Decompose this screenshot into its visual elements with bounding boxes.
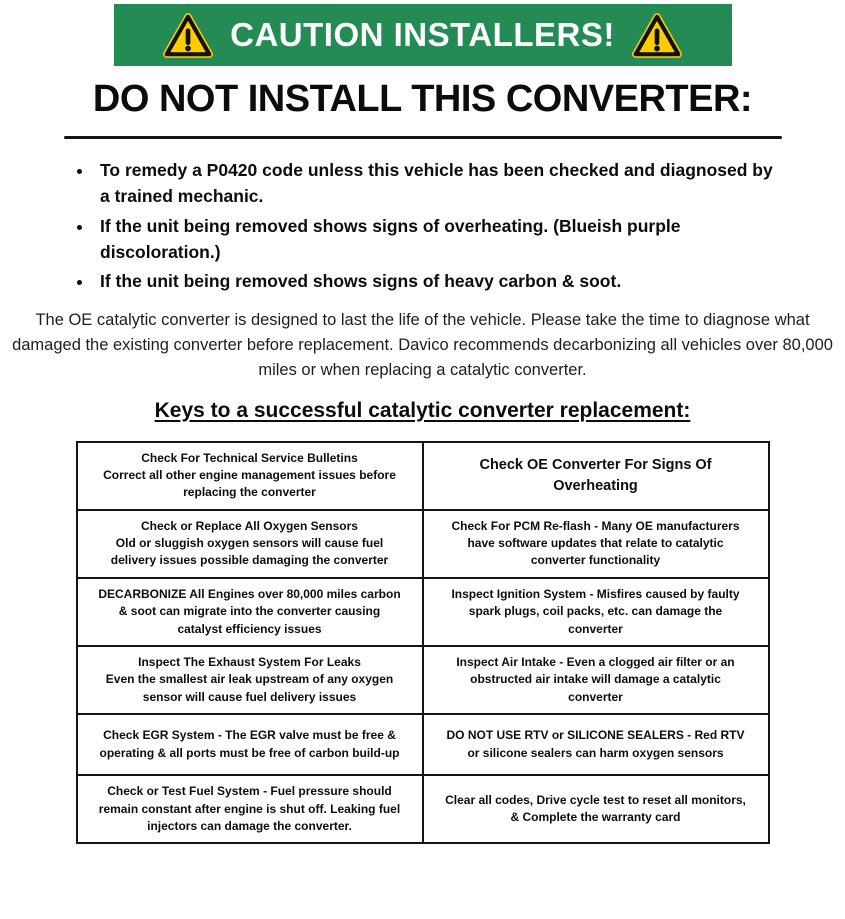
cell-line: Clear all codes, Drive cycle test to reset all monitors, & Complete the warranty card bbox=[445, 792, 746, 825]
table-row bbox=[77, 646, 769, 714]
cell-line: Correct all other engine management issues before replacing the converter bbox=[103, 467, 396, 500]
warning-item: • If the unit being removed shows signs of overheating. (Blueish purple discoloration.) bbox=[94, 213, 775, 266]
divider-line bbox=[64, 136, 782, 139]
cell-line: Check or Replace All Oxygen Sensors bbox=[141, 518, 358, 533]
advice-paragraph: The OE catalytic converter is designed to last the life of the vehicle. Please take the time to diagnose what damaged the existing converter before replacement. Davico recommends decarbonizing all vehicles over 80,000 miles or when replacing a catalytic converter. bbox=[12, 311, 833, 379]
table-cell-air-intake bbox=[423, 646, 769, 714]
cell-line: Check For PCM Re-flash - Many OE manufacturers have software updates that relate to catalytic converter functionality bbox=[451, 518, 740, 568]
cell-line: Inspect Ignition System - Misfires caused by faulty spark plugs, coil packs, etc. can damage the converter bbox=[451, 586, 740, 636]
page-title: DO NOT INSTALL THIS CONVERTER: bbox=[92, 78, 753, 120]
table-cell-exhaust-leaks bbox=[77, 646, 423, 714]
warning-triangle-icon bbox=[631, 12, 683, 59]
table-cell-oxygen-sensors bbox=[77, 510, 423, 578]
cell-line: Check or Test Fuel System - Fuel pressure should remain constant after engine is shut off. Leaking fuel injectors can damage the converter. bbox=[98, 784, 401, 833]
table-row bbox=[77, 510, 769, 578]
warning-item: • To remedy a P0420 code unless this vehicle has been checked and diagnosed by a trained mechanic. bbox=[94, 157, 775, 210]
table-row bbox=[77, 578, 769, 646]
table-cell-pcm-reflash bbox=[423, 510, 769, 578]
table-cell-egr-system bbox=[77, 714, 423, 775]
table-row bbox=[77, 775, 769, 843]
banner-title: CAUTION INSTALLERS! bbox=[230, 16, 615, 53]
cell-line: Check OE Converter For Signs Of Overheating bbox=[479, 456, 712, 494]
table-row bbox=[77, 714, 769, 775]
warning-triangle-icon bbox=[162, 12, 214, 59]
table-cell-ignition-system bbox=[423, 578, 769, 646]
table-cell-no-rtv-sealers bbox=[423, 714, 769, 775]
cell-line: Inspect Air Intake - Even a clogged air filter or an obstructed air intake will damage a catalytic converter bbox=[456, 655, 735, 704]
cell-line: Check For Technical Service Bulletins bbox=[141, 450, 358, 465]
cell-line: Old or sluggish oxygen sensors will cause fuel delivery issues possible damaging the converter bbox=[110, 536, 389, 568]
cell-line: Inspect The Exhaust System For Leaks bbox=[138, 655, 361, 670]
cell-line: Check EGR System - The EGR valve must be free & operating & all ports must be free of carbon build-up bbox=[99, 728, 400, 760]
table-cell-decarbonize bbox=[77, 578, 423, 646]
cell-line: DO NOT USE RTV or SILICONE SEALERS - Red RTV or silicone sealers can harm oxygen sensors bbox=[446, 728, 745, 760]
table-cell-tsb bbox=[77, 442, 423, 510]
table-cell-oe-overheating bbox=[423, 442, 769, 510]
warning-item: • If the unit being removed shows signs of heavy carbon & soot. bbox=[94, 268, 775, 294]
warning-list bbox=[70, 157, 775, 294]
cell-line: DECARBONIZE All Engines over 80,000 miles carbon & soot can migrate into the converter causing catalyst efficiency issues bbox=[98, 586, 401, 636]
table-row bbox=[77, 442, 769, 510]
keys-heading: Keys to a successful catalytic converter replacement: bbox=[154, 398, 691, 422]
table-cell-fuel-system bbox=[77, 775, 423, 843]
cell-line: Even the smallest air leak upstream of any oxygen sensor will cause fuel delivery issues bbox=[105, 672, 394, 704]
caution-banner bbox=[114, 4, 732, 66]
table-cell-clear-codes bbox=[423, 775, 769, 843]
keys-table bbox=[76, 441, 770, 845]
